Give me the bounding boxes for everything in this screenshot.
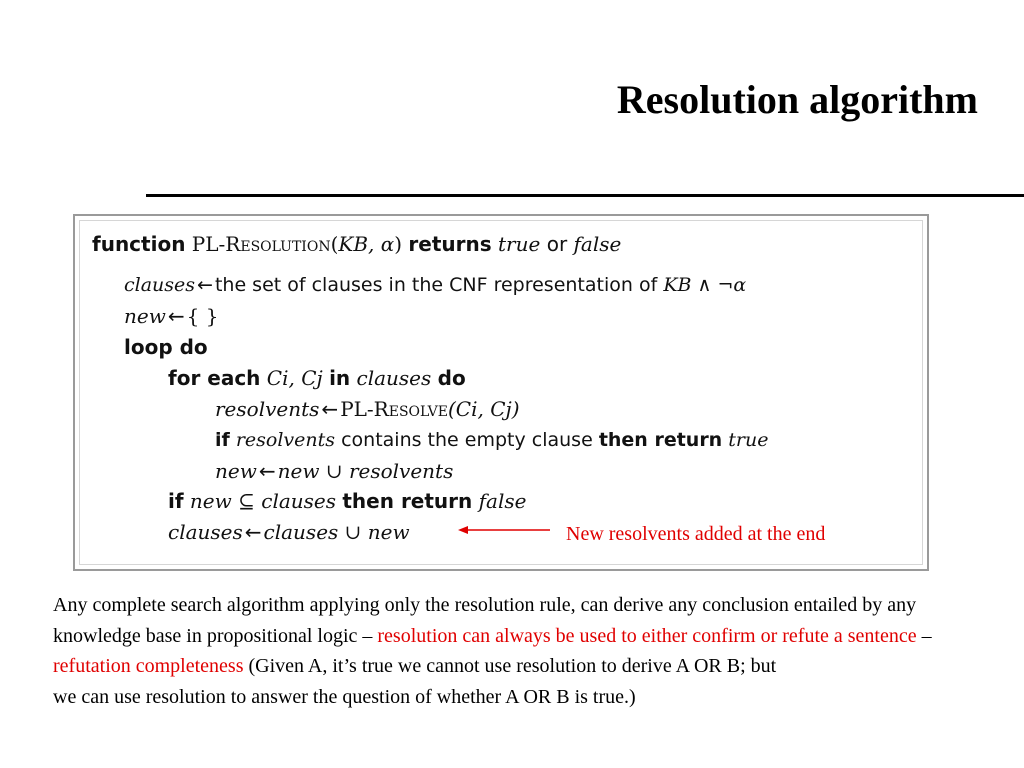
var-resolvents: resolvents xyxy=(235,429,336,451)
var-new: new xyxy=(124,304,166,328)
var-clauses: clauses xyxy=(168,520,243,544)
algorithm-figure xyxy=(73,214,929,571)
algorithm-line-resolve xyxy=(215,396,520,422)
explanation-paragraph xyxy=(53,590,953,712)
empty-set: { } xyxy=(186,304,219,328)
assign-arrow: ← xyxy=(197,274,213,296)
annotation-label: New resolvents added at the end xyxy=(566,523,826,545)
value-false: false xyxy=(573,232,622,256)
title-divider xyxy=(146,194,1024,197)
algorithm-line-clauses-union xyxy=(168,519,410,545)
algorithm-line-function xyxy=(92,231,621,257)
algorithm-line-empty-clause-check xyxy=(215,427,768,453)
keyword-for-each: for each xyxy=(168,366,261,390)
subset-symbol: ⊆ xyxy=(238,489,255,513)
var-resolvents: resolvents xyxy=(215,397,320,421)
assign-arrow: ← xyxy=(321,397,339,421)
var-clauses: clauses xyxy=(124,274,196,296)
value-true: true xyxy=(728,429,769,451)
var-new: new xyxy=(215,459,257,483)
body-text-part3: (Given A, it’s true we cannot use resolution to derive A OR B; but xyxy=(243,655,777,677)
resolve-function-name: PL-Resolve xyxy=(340,397,448,421)
vars-ci-cj: Ci, Cj xyxy=(266,366,323,390)
word-or: or xyxy=(546,232,568,256)
keyword-function: function xyxy=(92,232,186,256)
assign-arrow: ← xyxy=(258,459,276,483)
var-clauses: clauses xyxy=(356,366,432,390)
kb-not-alpha-expr: KB ∧ ¬α xyxy=(663,274,747,296)
left-arrow-icon xyxy=(456,522,552,538)
algorithm-line-clauses-init xyxy=(124,272,746,298)
function-name: PL-Resolution xyxy=(191,232,331,256)
open-paren: ( xyxy=(330,232,339,256)
algorithm-line-new-union xyxy=(215,458,453,484)
value-false: false xyxy=(478,489,527,513)
var-clauses: clauses xyxy=(261,489,337,513)
var-clauses: clauses xyxy=(263,520,339,544)
var-new: new xyxy=(277,459,320,483)
keyword-if: if xyxy=(215,429,230,451)
body-highlight-confirm-refute: resolution can always be used to either confirm or refute a sentence xyxy=(377,624,917,647)
algorithm-line-subset-check xyxy=(168,488,526,514)
var-resolvents: resolvents xyxy=(348,459,454,483)
union-symbol: ∪ xyxy=(325,459,343,483)
keyword-returns: returns xyxy=(408,232,492,256)
body-text-dash: – xyxy=(916,624,932,647)
assign-arrow: ← xyxy=(167,304,185,328)
keyword-if: if xyxy=(168,489,184,513)
algorithm-line-for-each xyxy=(168,365,466,391)
keyword-then-return: then return xyxy=(342,489,473,513)
keyword-then-return: then return xyxy=(598,429,723,451)
slide-title: Resolution algorithm xyxy=(616,77,978,122)
resolve-args: (Ci, Cj) xyxy=(448,397,520,421)
function-args: KB, α xyxy=(338,232,395,256)
keyword-do: do xyxy=(437,366,466,390)
empty-clause-text: contains the empty clause xyxy=(341,429,593,451)
close-paren: ) xyxy=(394,232,403,256)
keyword-loop-do: loop do xyxy=(124,335,208,359)
keyword-in: in xyxy=(329,366,351,390)
algorithm-line-loop xyxy=(124,334,208,360)
body-text-part1: Any complete search algorithm applying only the resolution rule, can derive any conclusion entailed by any knowledge base in propositional logic – xyxy=(53,594,917,647)
value-true: true xyxy=(498,232,541,256)
body-highlight-refutation-completeness: refutation completeness xyxy=(53,655,244,677)
clauses-init-text: the set of clauses in the CNF representation of xyxy=(214,274,658,296)
algorithm-line-new-init xyxy=(124,303,218,329)
assign-arrow: ← xyxy=(244,520,262,544)
body-text-part4: we can use resolution to answer the question of whether A OR B is true.) xyxy=(53,685,636,708)
var-new: new xyxy=(189,489,232,513)
var-new: new xyxy=(367,520,410,544)
union-symbol: ∪ xyxy=(344,520,362,544)
